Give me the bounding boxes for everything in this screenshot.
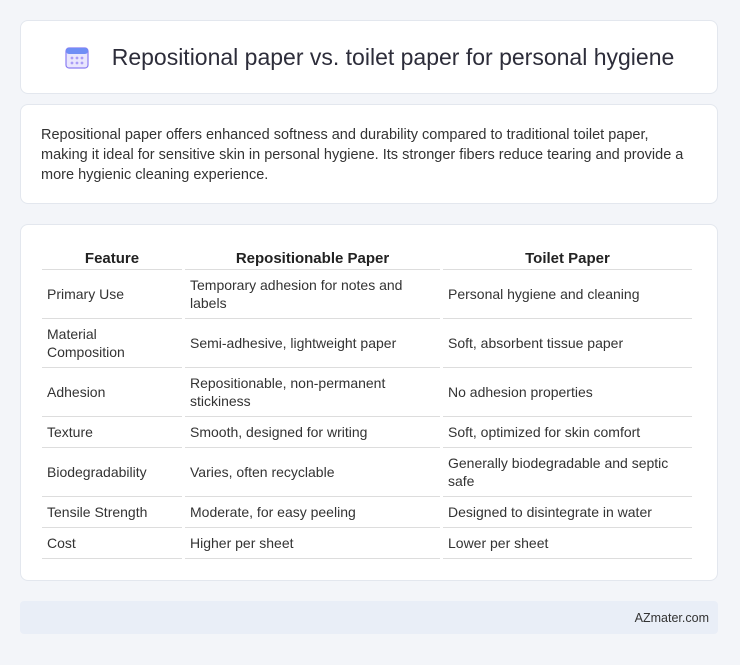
table-cell: No adhesion properties [443, 368, 692, 417]
table-row [42, 497, 692, 528]
page-title: Repositional paper vs. toilet paper for personal hygiene [111, 43, 675, 70]
column-header: Repositionable Paper [185, 243, 440, 270]
table-cell: Generally biodegradable and septic safe [443, 448, 692, 497]
table-cell: Biodegradability [42, 448, 182, 497]
table-cell: Semi-adhesive, lightweight paper [185, 319, 440, 368]
footer-brand: AZmater.com [634, 610, 709, 625]
table-cell: Varies, often recyclable [185, 448, 440, 497]
comparison-table [39, 243, 695, 559]
comparison-table-card [20, 224, 718, 581]
title-card [20, 20, 718, 94]
table-header-row [42, 243, 692, 270]
table-cell: Cost [42, 528, 182, 559]
column-header: Toilet Paper [443, 243, 692, 270]
table-cell: Texture [42, 417, 182, 448]
table-row [42, 417, 692, 448]
table-cell: Tensile Strength [42, 497, 182, 528]
table-cell: Higher per sheet [185, 528, 440, 559]
table-cell: Moderate, for easy peeling [185, 497, 440, 528]
table-cell: Adhesion [42, 368, 182, 417]
calendar-icon [64, 44, 90, 70]
table-cell: Soft, optimized for skin comfort [443, 417, 692, 448]
table-cell: Primary Use [42, 270, 182, 319]
summary-text: Repositional paper offers enhanced softness and durability compared to traditional toilet paper, making it ideal for sensitive skin in personal hygiene. Its stronger fibers reduce tearing and provide a more hygienic cleaning experience. [41, 127, 684, 183]
table-cell: Repositionable, non-permanent stickiness [185, 368, 440, 417]
table-cell: Personal hygiene and cleaning [443, 270, 692, 319]
table-row [42, 368, 692, 417]
table-cell: Material Composition [42, 319, 182, 368]
column-header: Feature [42, 243, 182, 270]
table-cell: Temporary adhesion for notes and labels [185, 270, 440, 319]
table-cell: Designed to disintegrate in water [443, 497, 692, 528]
table-row [42, 319, 692, 368]
table-row [42, 448, 692, 497]
table-row [42, 528, 692, 559]
summary-card [20, 104, 718, 204]
table-cell: Soft, absorbent tissue paper [443, 319, 692, 368]
table-cell: Smooth, designed for writing [185, 417, 440, 448]
table-cell: Lower per sheet [443, 528, 692, 559]
table-row [42, 270, 692, 319]
footer [20, 601, 718, 634]
